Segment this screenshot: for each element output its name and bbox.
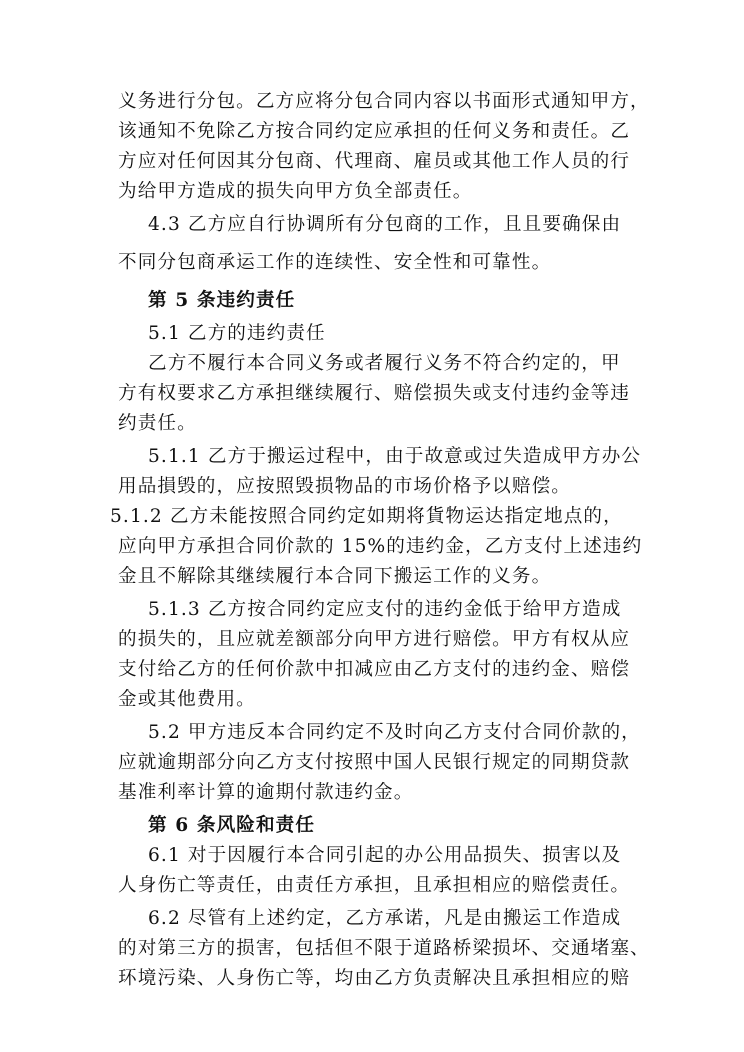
text-line: 5.1.2 乙方未能按照合同约定如期将貨物运达指定地点的， xyxy=(110,506,623,527)
text-line: 金且不解除其继续履行本合同下搬运工作的义务。 xyxy=(118,566,552,587)
text-line: 为给甲方造成的损失向甲方负全部责任。 xyxy=(118,181,473,202)
text-line: 5.2 甲方违反本合同约定不及时向乙方支付合同价款的， xyxy=(148,722,641,743)
text-line: 5.1 乙方的违约责任 xyxy=(148,323,326,344)
text-line: 乙方不履行本合同义务或者履行义务不符合约定的，甲 xyxy=(148,353,621,374)
text-line: 方有权要求乙方承担继续履行、赔偿损失或支付违约金等违 xyxy=(118,383,631,404)
text-line: 6.1 对于因履行本合同引起的办公用品损失、损害以及 xyxy=(148,845,622,866)
text-line: 支付给乙方的任何价款中扣减应由乙方支付的违约金、赔偿 xyxy=(118,659,631,680)
text-line: 5.1.1 乙方于搬运过程中，由于故意或过失造成甲方办公 xyxy=(148,446,642,467)
text-line: 方应对任何因其分包商、代理商、雇员或其他工作人员的行 xyxy=(118,151,631,172)
text-line: 应就逾期部分向乙方支付按照中国人民银行规定的同期贷款 xyxy=(118,752,631,773)
text-line: 该通知不免除乙方按合同约定应承担的任何义务和责任。乙 xyxy=(118,121,631,142)
text-line: 的损失的，且应就差额部分向甲方进行赔偿。甲方有权从应 xyxy=(118,629,631,650)
text-line: 不同分包商承运工作的连续性、安全性和可靠性。 xyxy=(118,252,552,273)
text-line: 环境污染、人身伤亡等，均由乙方负责解决且承担相应的赔 xyxy=(118,968,631,989)
text-line: 4.3 乙方应自行协调所有分包商的工作，且且要确保由 xyxy=(148,214,622,235)
text-line: 金或其他费用。 xyxy=(118,689,256,710)
text-line: 义务进行分包。乙方应将分包合同内容以书面形式通知甲方， xyxy=(118,91,650,112)
text-line: 用品損毁的，应按照毁损物品的市场价格予以赔偿。 xyxy=(118,476,571,497)
text-line: 6.2 尽管有上述约定，乙方承诺，凡是由搬运工作造成 xyxy=(148,908,622,929)
text-line: 基准利率计算的逾期付款违约金。 xyxy=(118,782,414,803)
text-line: 的对第三方的损害，包括但不限于道路桥梁损坏、交通堵塞、 xyxy=(118,938,650,959)
text-line: 应向甲方承担合同价款的 15%的违约金，乙方支付上述违约 xyxy=(118,536,643,557)
section-heading: 第 5 条违约责任 xyxy=(148,290,296,311)
text-line: 人身伤亡等责任，由责任方承担，且承担相应的赔偿责任。 xyxy=(118,875,631,896)
text-line: 5.1.3 乙方按合同约定应支付的违约金低于给甲方造成 xyxy=(148,599,622,620)
section-heading: 第 6 条风险和责任 xyxy=(148,815,316,836)
text-line: 约责任。 xyxy=(118,413,197,434)
